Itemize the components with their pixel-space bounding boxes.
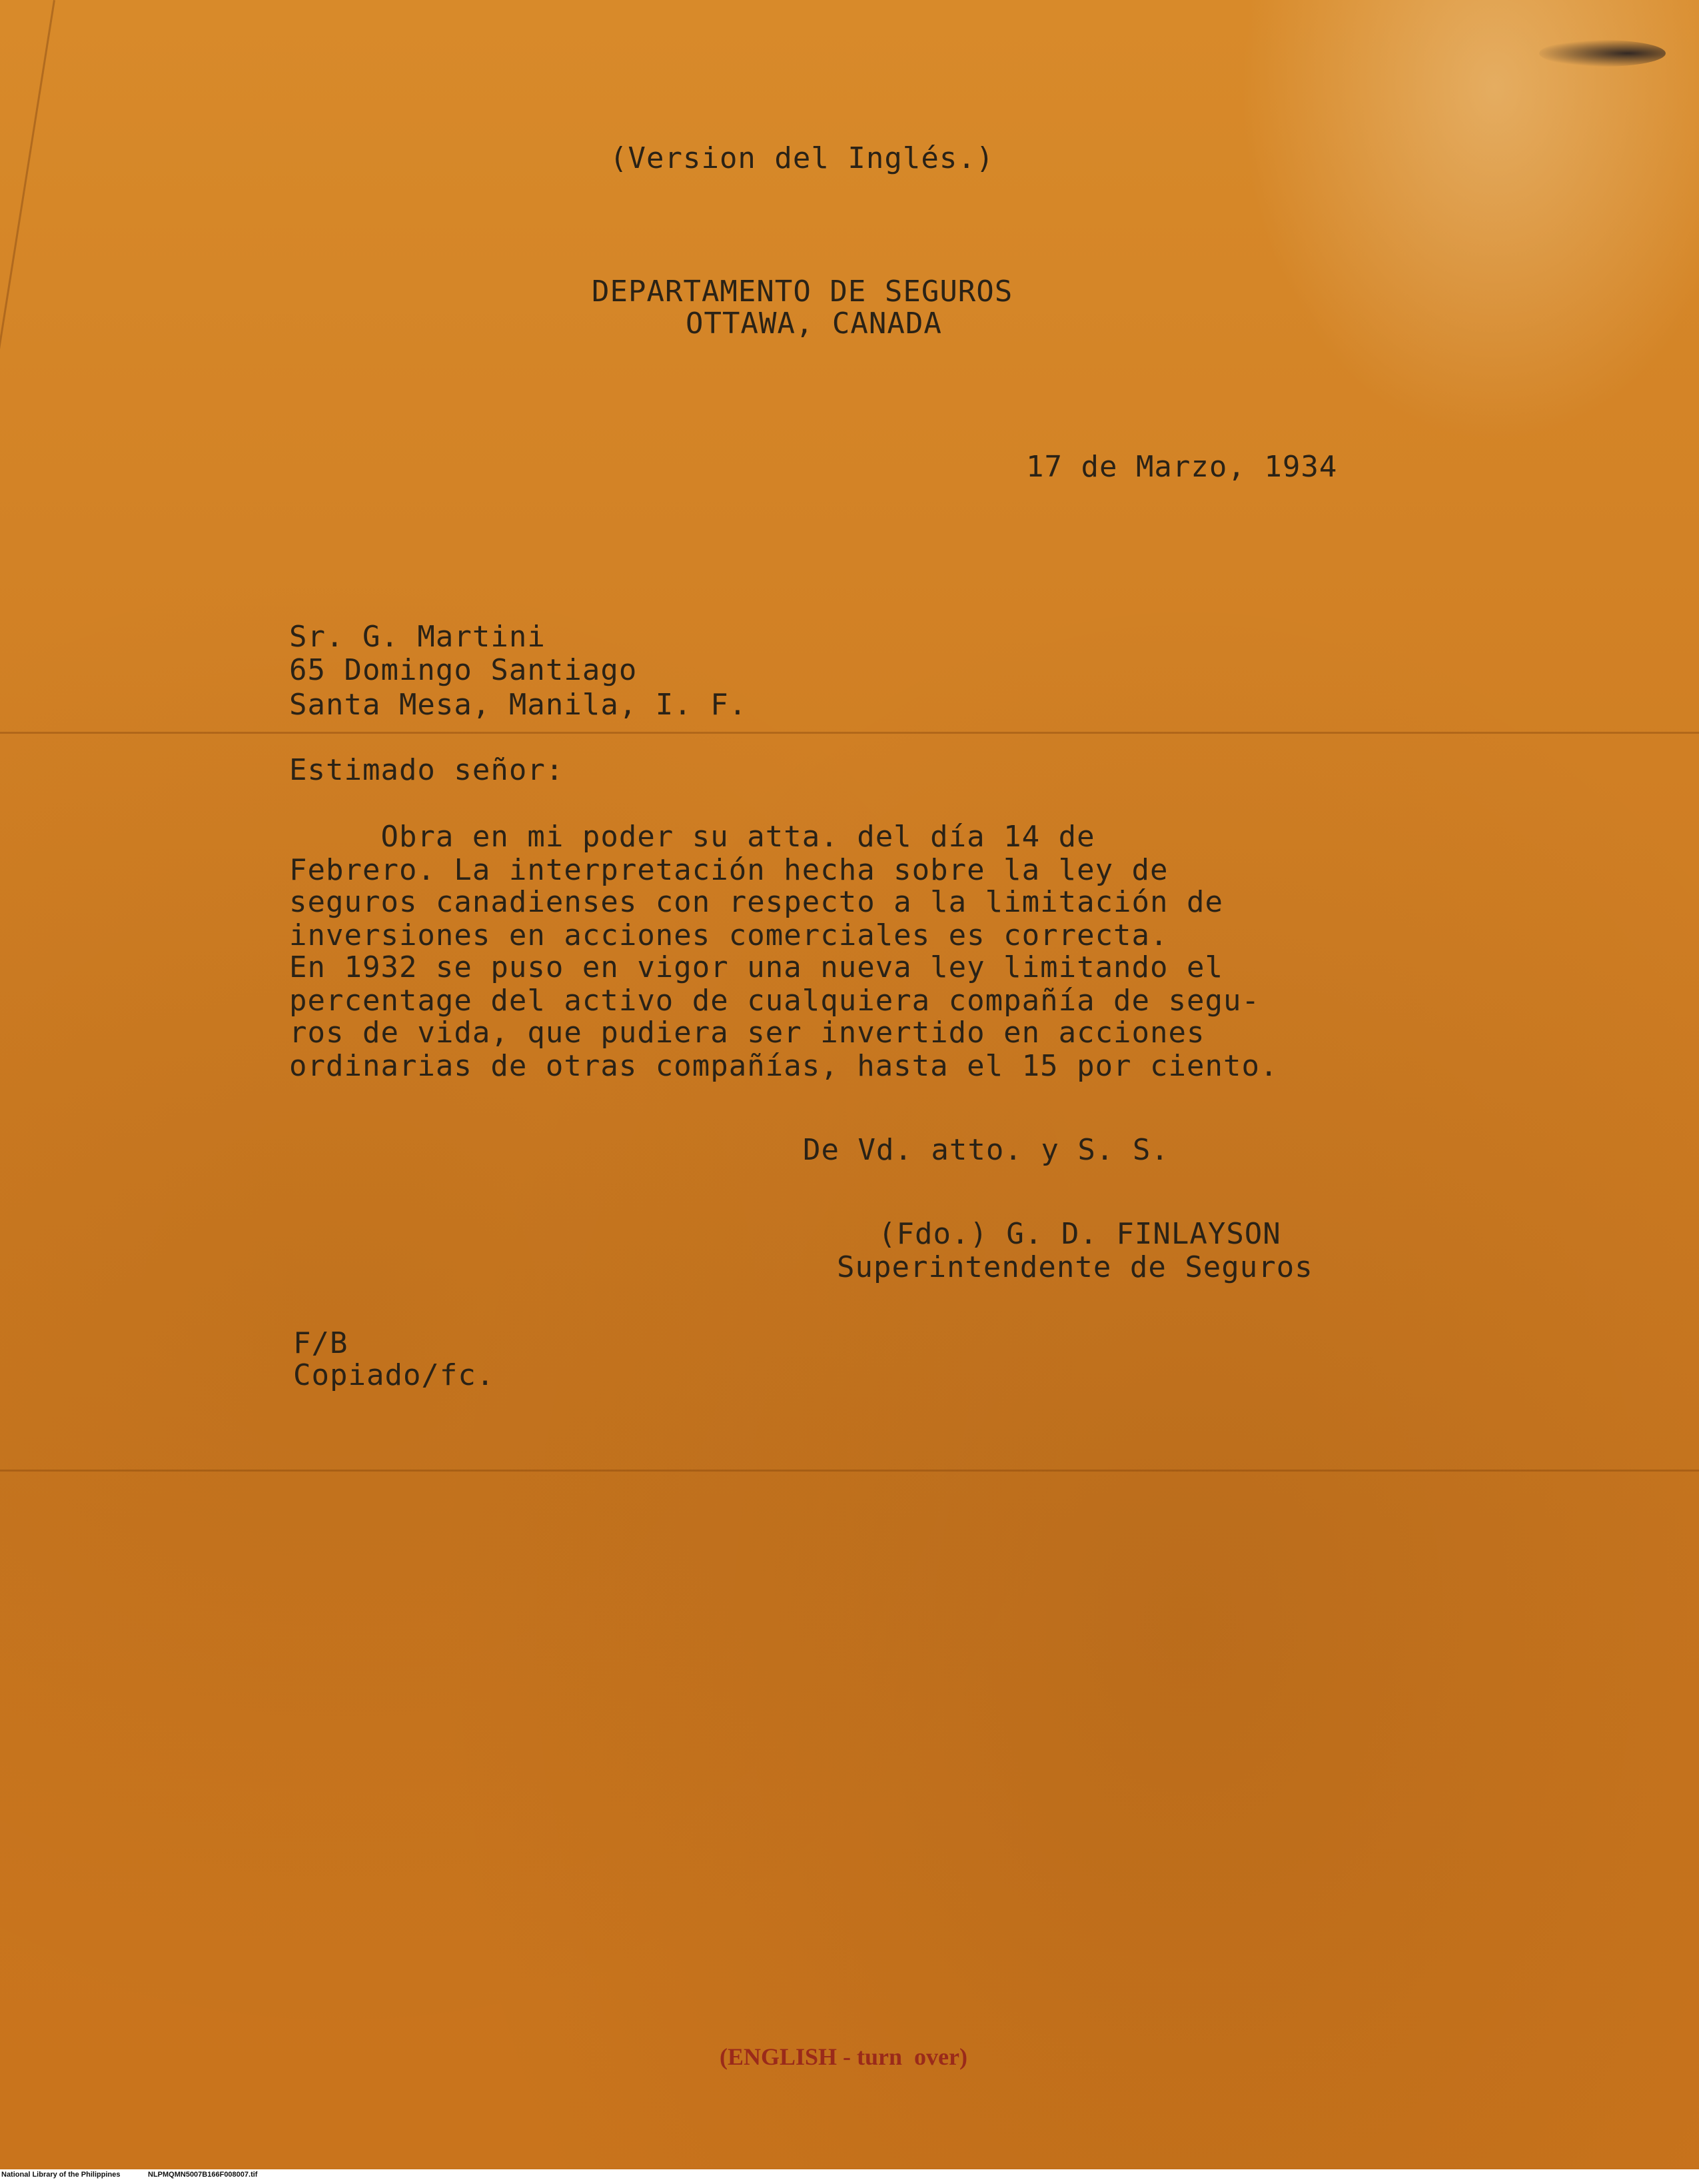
recipient-street: 65 Domingo Santiago	[289, 653, 638, 687]
paper-edge-line	[0, 0, 55, 369]
ink-stain	[1539, 40, 1666, 67]
version-note: (Version del Inglés.)	[610, 141, 995, 175]
fold-line	[0, 1470, 1699, 1472]
signature-title: Superintendente de Seguros	[837, 1250, 1313, 1284]
letter-date: 17 de Marzo, 1934	[1026, 450, 1338, 484]
body-line: seguros canadienses con respecto a la limitación de	[289, 885, 1224, 919]
salutation: Estimado señor:	[289, 753, 564, 787]
recipient-city: Santa Mesa, Manila, I. F.	[289, 688, 748, 722]
copy-note: Copiado/fc.	[293, 1358, 495, 1392]
body-line: ordinarias de otras compañías, hasta el 15 por ciento.	[289, 1049, 1279, 1083]
archive-file-id: NLPMQMN5007B166F008007.tif	[148, 2171, 258, 2179]
body-line: Febrero. La interpretación hecha sobre la ley de	[289, 853, 1169, 887]
body-line: ros de vida, que pudiera ser invertido en acciones	[289, 1016, 1205, 1050]
body-line: inversiones en acciones comerciales es correcta.	[289, 918, 1169, 952]
department-heading: DEPARTAMENTO DE SEGUROS	[592, 275, 1013, 309]
department-location: OTTAWA, CANADA	[686, 307, 942, 341]
body-line: En 1932 se puso en vigor una nueva ley limitando el	[289, 950, 1224, 984]
archive-strip	[0, 2169, 1699, 2184]
archive-library: National Library of the Philippines	[1, 2171, 121, 2179]
body-line: percentage del activo de cualquiera compañía de segu-	[289, 984, 1260, 1018]
reference-initials: F/B	[293, 1326, 348, 1360]
fold-line	[0, 732, 1699, 734]
body-line: Obra en mi poder su atta. del día 14 de	[289, 820, 1095, 854]
footer-note: (ENGLISH - turn over)	[720, 2043, 967, 2070]
signature-name: (Fdo.) G. D. FINLAYSON	[878, 1217, 1281, 1251]
recipient-name: Sr. G. Martini	[289, 620, 546, 654]
closing: De Vd. atto. y S. S.	[803, 1133, 1169, 1167]
